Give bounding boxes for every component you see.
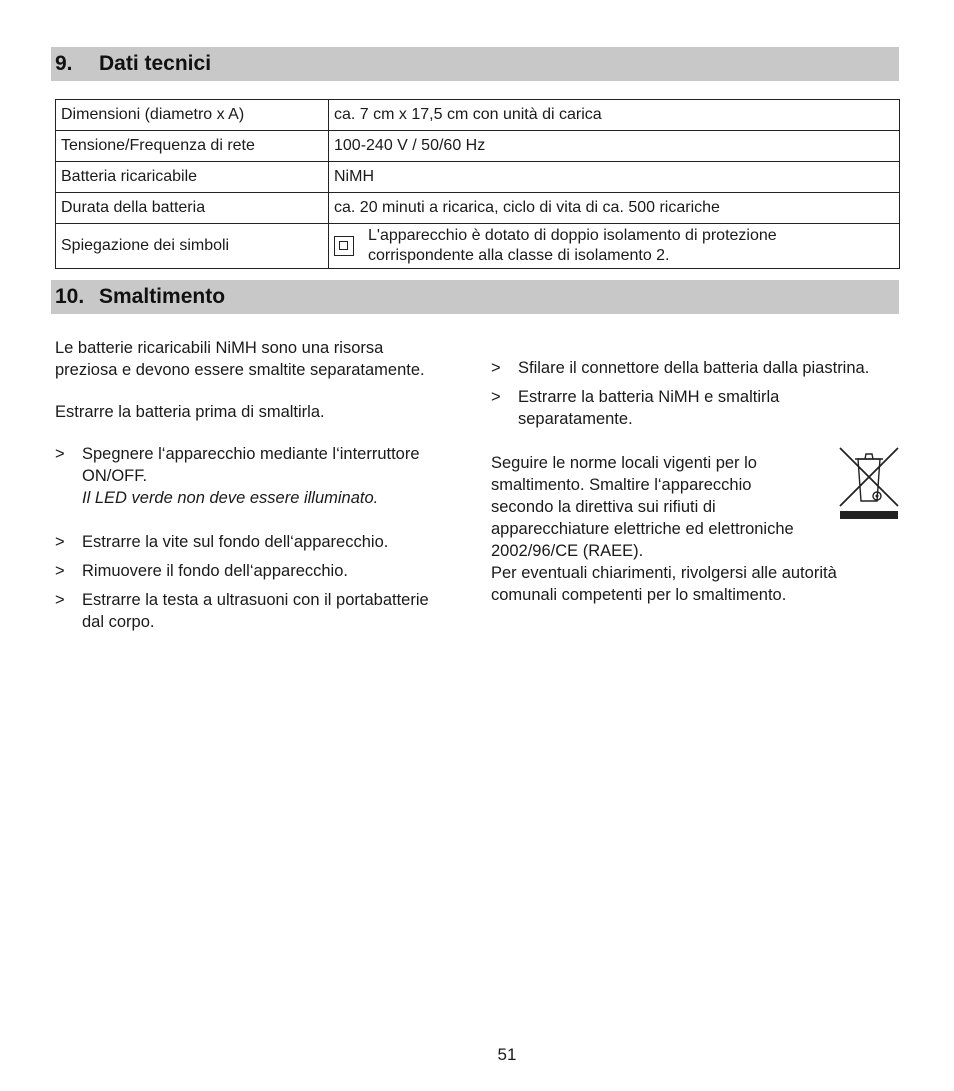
weee-line: apparecchiature elettriche ed elettroniche <box>491 520 794 538</box>
spec-key: Durata della batteria <box>56 193 329 224</box>
bullet-marker: > <box>55 591 65 609</box>
symbol-text-line1: L'apparecchio è dotato di doppio isolamento di protezione <box>368 227 777 244</box>
remove-battery-note: Estrarre la batteria prima di smaltirla. <box>55 403 325 421</box>
table-row <box>56 162 900 193</box>
spec-key: Spiegazione dei simboli <box>56 224 329 269</box>
section-9-header <box>51 47 899 81</box>
list-item <box>55 531 465 553</box>
section-10-title: Smaltimento <box>99 285 226 308</box>
intro-paragraph <box>55 337 465 381</box>
weee-line: smaltimento. Smaltire l‘apparecchio <box>491 476 752 494</box>
spec-value: NiMH <box>329 162 900 193</box>
left-column <box>55 337 465 633</box>
section-10-number: 10. <box>55 285 85 308</box>
weee-paragraph <box>491 452 901 562</box>
spec-value: 100-240 V / 50/60 Hz <box>329 131 900 162</box>
closing-line1: Per eventuali chiarimenti, rivolgersi alle autorità <box>491 564 837 582</box>
led-note: Il LED verde non deve essere illuminato. <box>82 489 379 507</box>
intro-line1: Le batterie ricaricabili NiMH sono una risorsa <box>55 339 384 357</box>
weee-line: secondo la direttiva sui rifiuti di <box>491 498 716 516</box>
right-column <box>491 357 901 606</box>
list-item <box>55 443 465 509</box>
spec-value: ca. 7 cm x 17,5 cm con unità di carica <box>329 100 900 131</box>
list-item <box>491 386 901 430</box>
spec-key: Dimensioni (diametro x A) <box>56 100 329 131</box>
table-row <box>56 100 900 131</box>
step-text: Estrarre la vite sul fondo dell‘apparecchio. <box>82 533 389 551</box>
crossed-bin-icon <box>839 445 899 520</box>
symbol-text-line2: corrispondente alla classe di isolamento 2. <box>368 247 670 264</box>
specs-table <box>55 99 900 269</box>
section-9-number: 9. <box>55 52 73 75</box>
table-row <box>56 224 900 269</box>
step-line1: Spegnere l‘apparecchio mediante l‘interruttore <box>82 445 420 463</box>
weee-line: 2002/96/CE (RAEE). <box>491 542 644 560</box>
step-text: Rimuovere il fondo dell‘apparecchio. <box>82 562 348 580</box>
step-text: Sfilare il connettore della batteria dalla piastrina. <box>518 359 870 377</box>
page-number: 51 <box>497 1045 517 1064</box>
step-line2: dal corpo. <box>82 613 155 631</box>
table-row <box>56 131 900 162</box>
bullet-marker: > <box>491 359 501 377</box>
bullet-marker: > <box>491 388 501 406</box>
weee-line: Seguire le norme locali vigenti per lo <box>491 454 757 472</box>
bullet-marker: > <box>55 445 65 463</box>
list-item <box>55 589 465 633</box>
spec-value: ca. 20 minuti a ricarica, ciclo di vita di ca. 500 ricariche <box>329 193 900 224</box>
list-item <box>55 560 465 582</box>
step-line2: separatamente. <box>518 410 633 428</box>
step-line1: Estrarre la testa a ultrasuoni con il portabatterie <box>82 591 429 609</box>
bullet-marker: > <box>55 533 65 551</box>
section-10-header <box>51 280 899 314</box>
list-item <box>491 357 901 379</box>
spec-key: Batteria ricaricabile <box>56 162 329 193</box>
step-line1: Estrarre la batteria NiMH e smaltirla <box>518 388 780 406</box>
table-row <box>56 193 900 224</box>
double-insulation-icon <box>334 236 354 256</box>
bullet-marker: > <box>55 562 65 580</box>
step-line2: ON/OFF. <box>82 467 148 485</box>
closing-line2: comunali competenti per lo smaltimento. <box>491 586 787 604</box>
spec-value <box>329 224 900 269</box>
section-9-title: Dati tecnici <box>99 52 212 75</box>
intro-line2: preziosa e devono essere smaltite separatamente. <box>55 361 425 379</box>
spec-key: Tensione/Frequenza di rete <box>56 131 329 162</box>
